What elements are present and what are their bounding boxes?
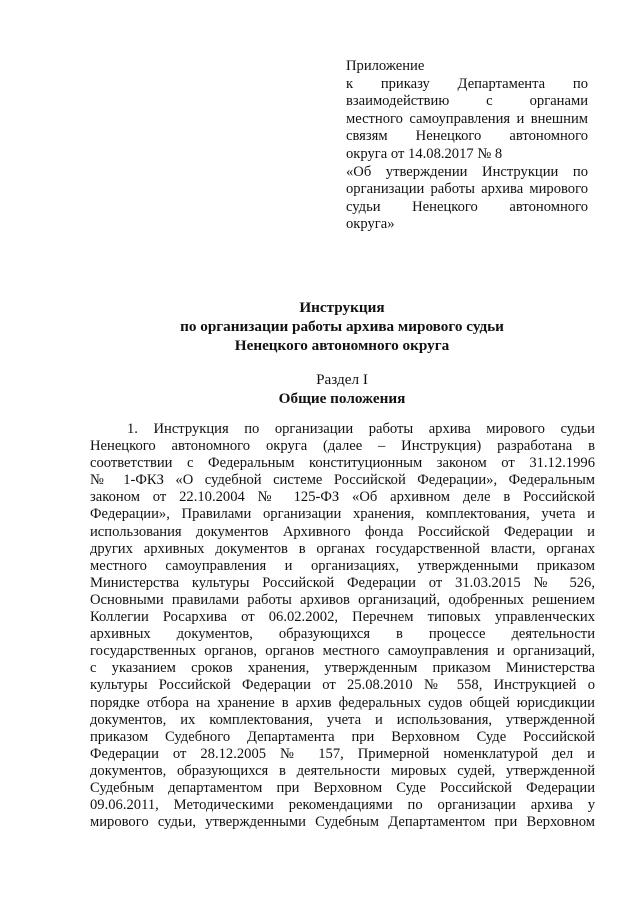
title-line: по организации работы архива мирового судьи [180, 317, 504, 335]
paragraph-line: с указанием сроков хранения, утвержденным приказом Министерства [90, 660, 595, 677]
body-paragraph [90, 421, 595, 831]
paragraph-line: № 1-ФКЗ «О судебной системе Российской Федерации», Федеральным [90, 472, 595, 489]
paragraph-line: мирового судьи, утвержденными Судебным Департаментом при Верховном [90, 814, 595, 831]
paragraph-line: законом от 22.10.2004 № 125-ФЗ «Об архивном деле в Российской [90, 489, 595, 506]
appendix-line: округа» [346, 216, 395, 233]
paragraph-line: Федерации от 28.12.2005 № 157, Примерной номенклатурой дел и [90, 745, 595, 762]
paragraph-line: местного самоуправления и организациях, утвержденными приказом [90, 557, 595, 574]
appendix-line: округа от 14.08.2017 № 8 [346, 145, 503, 162]
paragraph-line: приказом Судебного Департамента при Верховном Суде Российской [90, 728, 595, 745]
appendix-line: организации работы архива мирового [346, 181, 588, 198]
paragraph-line: порядке отбора на хранение в архив федеральных судов общей юрисдикции [90, 694, 595, 711]
appendix-line: взаимодействию с органами [346, 93, 588, 110]
title-line: Ненецкого автономного округа [234, 336, 450, 354]
appendix-line: к приказу Департамента по [346, 75, 588, 92]
document-title [90, 299, 594, 355]
section-number: Раздел I [316, 371, 368, 388]
paragraph-line: Федерации», Правилами организации хранения, комплектования, учета и [90, 506, 595, 523]
appendix-line: местного самоуправления и внешним [346, 110, 588, 127]
paragraph-line: Ненецкого автономного округа (далее – Инструкция) разработана в [90, 438, 595, 455]
paragraph-line: Коллегии Росархива от 06.02.2002, Перечнем типовых управленческих [90, 609, 595, 626]
appendix-line: Приложение [346, 58, 425, 74]
paragraph-line: Судебным департаментом при Верховном Суде Российской Федерации [90, 779, 595, 796]
paragraph-line: культуры Российской Федерации от 25.08.2010 № 558, Инструкцией о [90, 677, 595, 694]
paragraph-line: Министерства культуры Российской Федерации от 31.03.2015 № 526, [90, 574, 595, 591]
paragraph-line: Основными правилами работы архивов организаций, одобренных решением [90, 591, 595, 608]
section-heading: Общие положения [278, 389, 406, 407]
appendix-line: «Об утверждении Инструкции по [346, 163, 588, 180]
paragraph-line: архивных документов, образующихся в процессе деятельности [90, 626, 595, 643]
paragraph-line: документов, их комплектования, учета и использования, утвержденной [90, 711, 595, 728]
paragraph-line: 1. Инструкция по организации работы архива мирового судьи [127, 421, 595, 437]
paragraph-line: документов, образующихся в деятельности мировых судей, утвержденной [90, 762, 595, 779]
paragraph-line: соответствии с Федеральным конституционным законом от 31.12.1996 [90, 455, 595, 472]
paragraph-line: других архивных документов в органах государственной власти, органах [90, 540, 595, 557]
paragraph-line: 09.06.2011, Методическими рекомендациями по организации архива у [90, 797, 595, 814]
appendix-line: связям Ненецкого автономного [346, 128, 588, 145]
appendix-line: судьи Ненецкого автономного [346, 198, 588, 215]
paragraph-line: государственных органов, органов местного самоуправления и организаций, [90, 643, 595, 660]
appendix-note [346, 58, 588, 234]
section-header [90, 371, 594, 408]
title-line: Инструкция [299, 299, 385, 316]
paragraph-line: использования документов Архивного фонда Российской Федерации и [90, 523, 595, 540]
